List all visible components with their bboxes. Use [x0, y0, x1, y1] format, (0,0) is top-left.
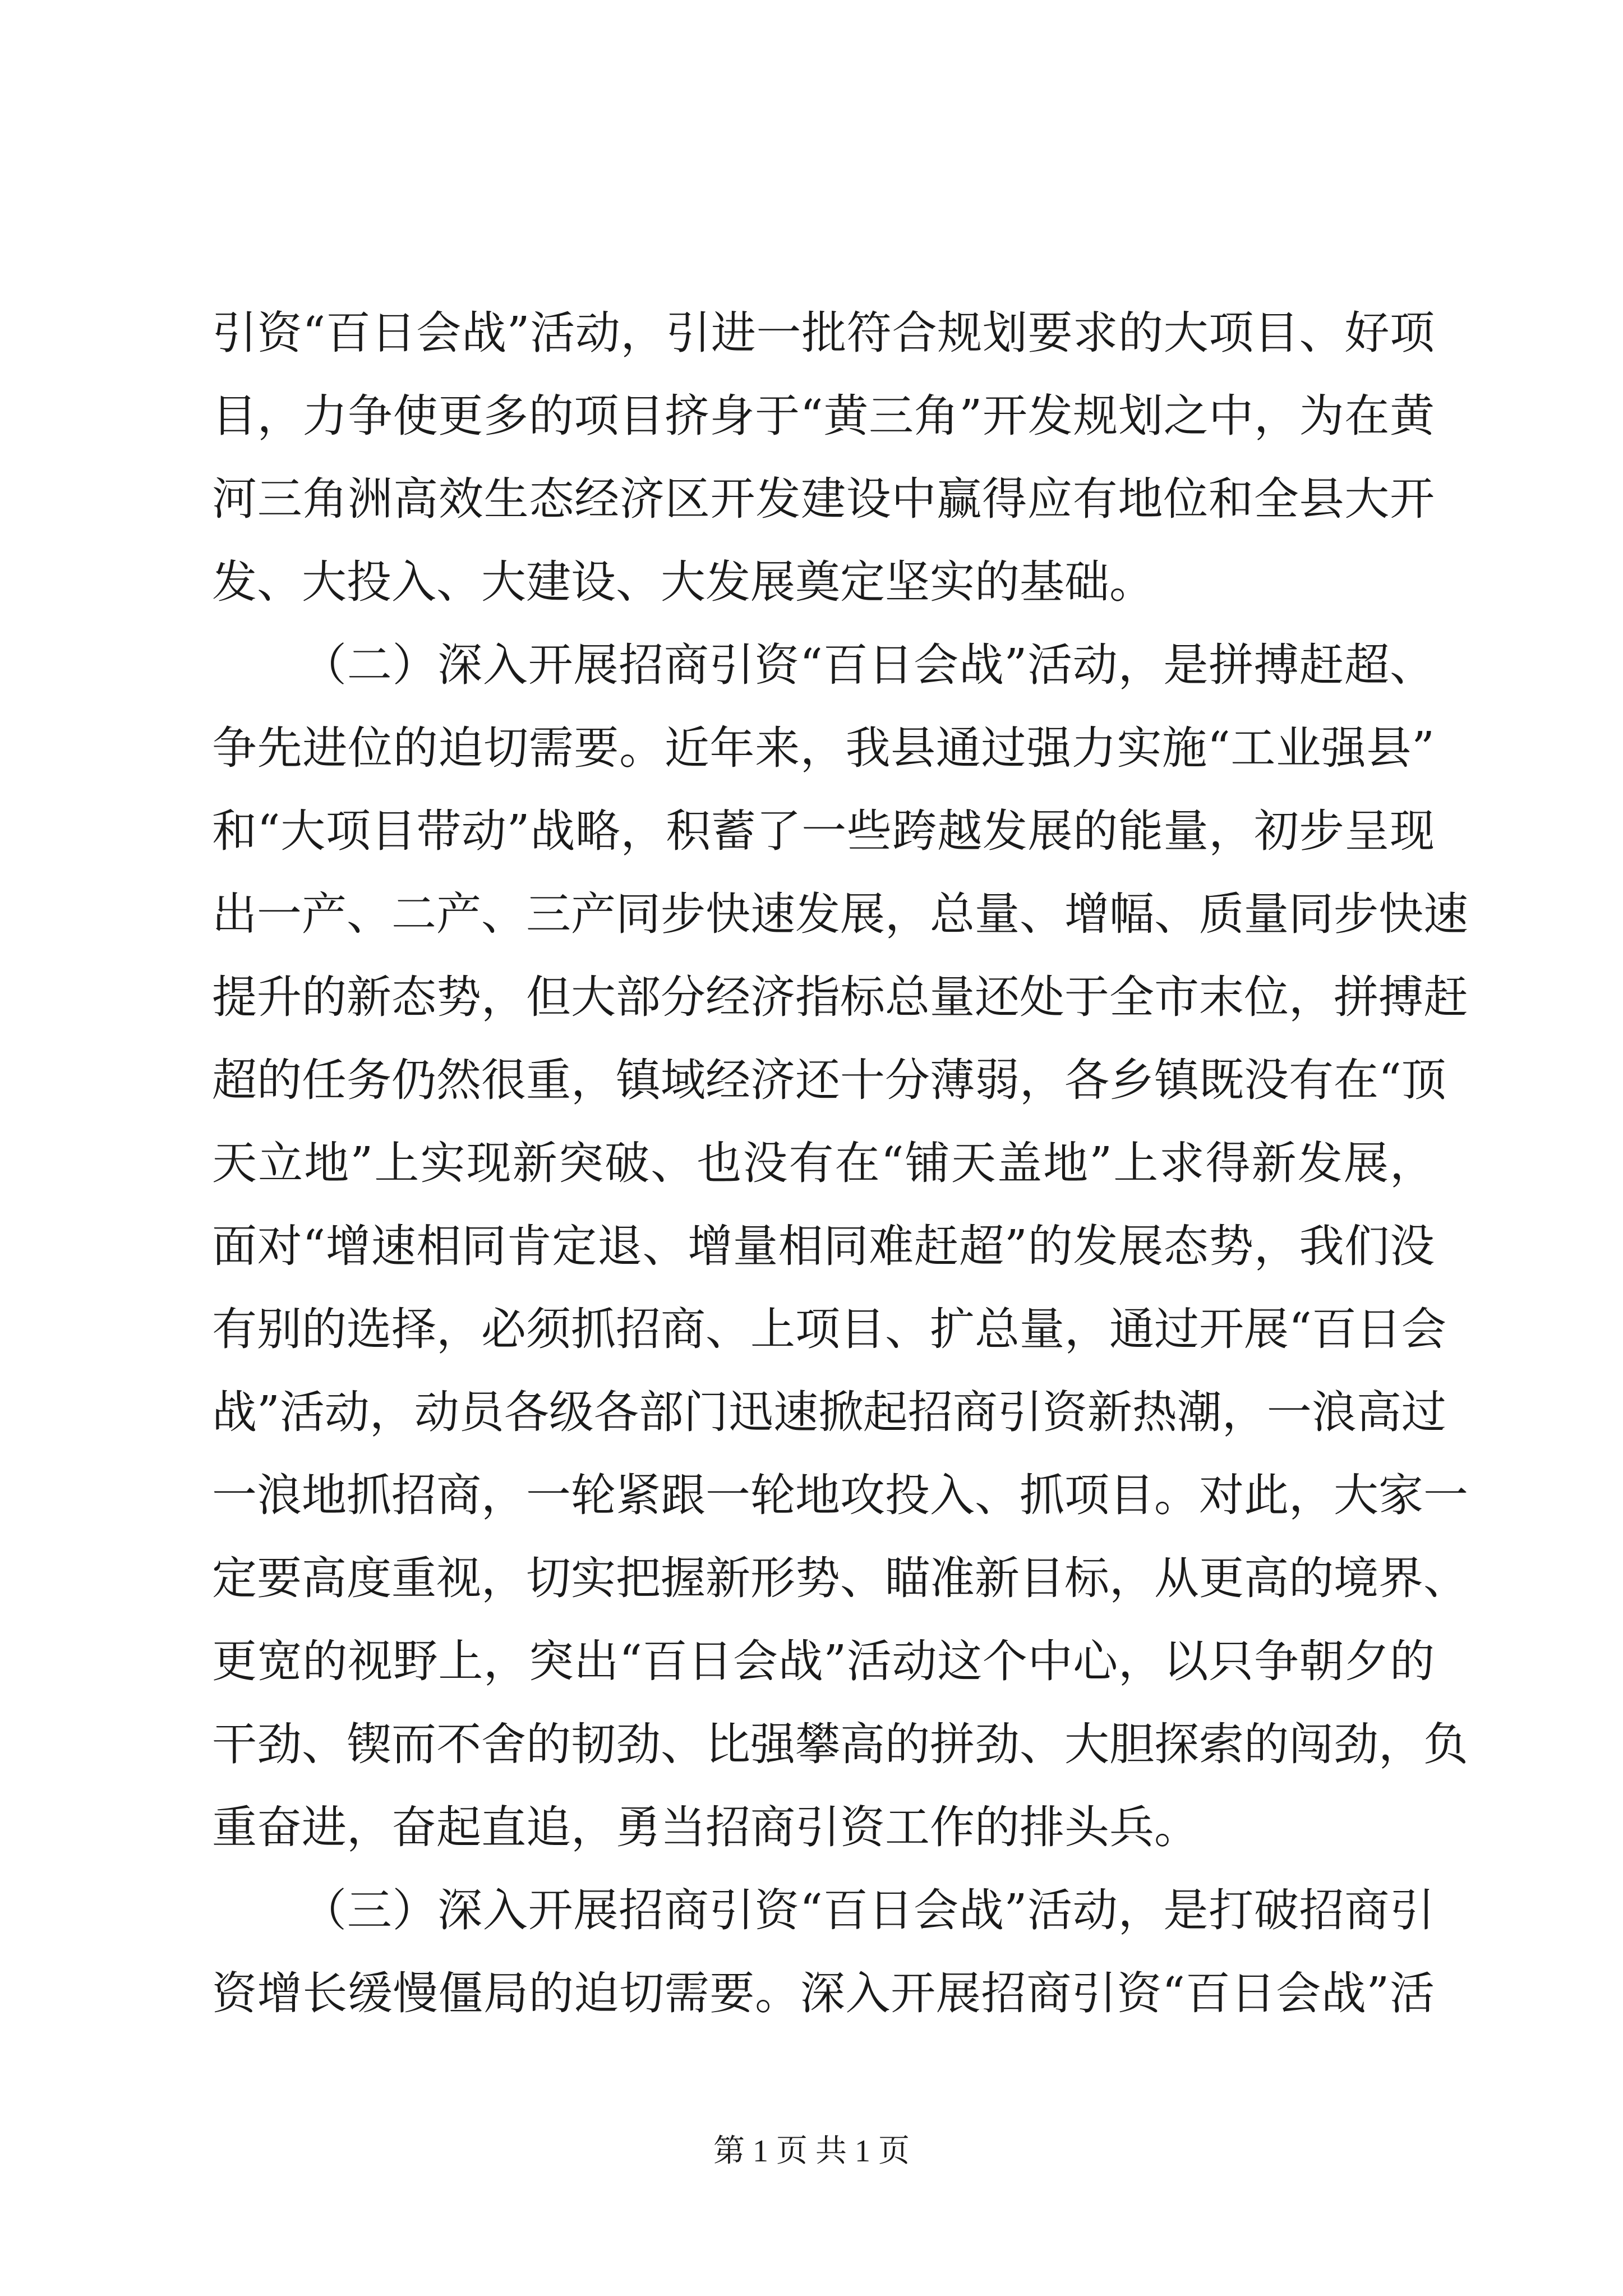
- page-footer: 第 1 页 共 1 页: [713, 2134, 910, 2169]
- text-line: 一浪地抓招商，一轮紧跟一轮地攻投入、抓项目。对此，大家一: [212, 1469, 1468, 1521]
- text-line: 战”活动，动员各级各部门迅速掀起招商引资新热潮，一浪高过: [212, 1386, 1446, 1438]
- text-line: 资增长缓慢僵局的迫切需要。深入开展招商引资“百日会战”活: [212, 1967, 1435, 2019]
- text-line: 干劲、锲而不舍的韧劲、比强攀高的拼劲、大胆探索的闯劲，负: [212, 1718, 1468, 1770]
- text-line: 河三角洲高效生态经济区开发建设中赢得应有地位和全县大开: [212, 473, 1435, 525]
- text-line: 提升的新态势，但大部分经济指标总量还处于全市末位，拼搏赶: [212, 971, 1468, 1023]
- text-line: 出一产、二产、三产同步快速发展，总量、增幅、质量同步快速: [212, 888, 1468, 940]
- text-line: 有别的选择，必须抓招商、上项目、扩总量，通过开展“百日会: [212, 1303, 1446, 1355]
- text-line: 定要高度重视，切实把握新形势、瞄准新目标，从更高的境界、: [212, 1552, 1468, 1604]
- text-line: 重奋进，奋起直追，勇当招商引资工作的排头兵。: [212, 1801, 1199, 1853]
- text-line: 天立地”上实现新突破、也没有在“铺天盖地”上求得新发展，: [212, 1137, 1435, 1189]
- text-line: 和“大项目带动”战略，积蓄了一些跨越发展的能量，初步呈现: [212, 805, 1435, 857]
- paragraph-first-line: （二）深入开展招商引资“百日会战”活动，是拼搏赶超、: [302, 639, 1435, 691]
- text-line: 面对“增速相同肯定退、增量相同难赶超”的发展态势，我们没: [212, 1220, 1435, 1272]
- text-line: 发、大投入、大建设、大发展奠定坚实的基础。: [212, 556, 1154, 608]
- text-line: 目，力争使更多的项目挤身于“黄三角”开发规划之中，为在黄: [212, 390, 1435, 442]
- text-line: 引资“百日会战”活动，引进一批符合规划要求的大项目、好项: [212, 307, 1435, 359]
- document-body: [212, 292, 1468, 2035]
- text-line: 争先进位的迫切需要。近年来，我县通过强力实施“工业强县”: [212, 722, 1435, 774]
- text-line: 超的任务仍然很重，镇域经济还十分薄弱，各乡镇既没有在“顶: [212, 1054, 1446, 1106]
- text-line: 更宽的视野上，突出“百日会战”活动这个中心，以只争朝夕的: [212, 1635, 1435, 1687]
- paragraph-first-line: （三）深入开展招商引资“百日会战”活动，是打破招商引: [302, 1884, 1435, 1936]
